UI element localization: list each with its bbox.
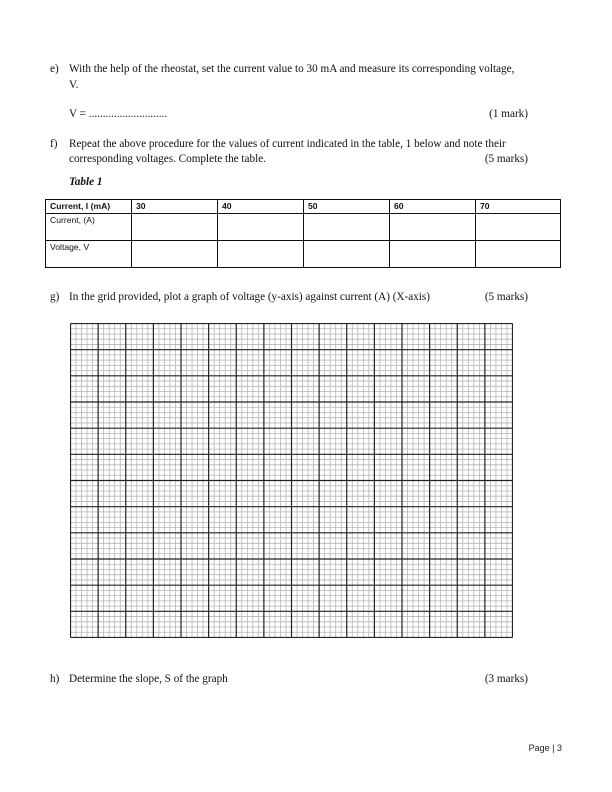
current-a-cell[interactable]	[132, 214, 218, 241]
voltage-answer-blank[interactable]: V = ............................	[69, 108, 168, 120]
question-g-text: In the grid provided, plot a graph of voltage (y-axis) against current (A) (X-axis)	[69, 291, 430, 303]
voltage-cell[interactable]	[304, 241, 390, 268]
table-caption: Table 1	[69, 176, 103, 188]
header-cell: 70	[476, 200, 561, 214]
question-f-text-line2: corresponding voltages. Complete the table.	[69, 153, 266, 165]
question-g-label: g)	[50, 291, 60, 303]
table-row	[46, 214, 561, 241]
question-h-label: h)	[50, 673, 60, 685]
question-h-marks: (3 marks)	[484, 673, 528, 685]
question-f-text-line1: Repeat the above procedure for the values of current indicated in the table, 1 below and note their	[69, 138, 506, 150]
header-cell: Current, I (mA)	[46, 200, 132, 214]
voltage-cell[interactable]	[218, 241, 304, 268]
row-label: Current, (A)	[46, 214, 132, 241]
page-number: Page | 3	[528, 743, 562, 753]
table-header-row	[46, 200, 561, 214]
question-f-label: f)	[50, 138, 58, 150]
table-1	[45, 199, 561, 268]
header-cell: 40	[218, 200, 304, 214]
question-h-text: Determine the slope, S of the graph	[69, 673, 228, 685]
header-cell: 30	[132, 200, 218, 214]
voltage-cell[interactable]	[132, 241, 218, 268]
header-cell: 60	[390, 200, 476, 214]
question-g-marks: (5 marks)	[484, 291, 528, 303]
header-cell: 50	[304, 200, 390, 214]
question-e-text-line2: V.	[69, 79, 79, 91]
row-label: Voltage, V	[46, 241, 132, 268]
current-a-cell[interactable]	[390, 214, 476, 241]
question-e-marks: (1 mark)	[489, 108, 528, 120]
voltage-cell[interactable]	[390, 241, 476, 268]
question-e-label: e)	[50, 63, 59, 75]
table-row	[46, 241, 561, 268]
graph-paper-grid[interactable]	[70, 323, 513, 638]
current-a-cell[interactable]	[304, 214, 390, 241]
question-e-text-line1: With the help of the rheostat, set the current value to 30 mA and measure its corresponding voltage,	[69, 63, 515, 75]
voltage-cell[interactable]	[476, 241, 561, 268]
current-a-cell[interactable]	[476, 214, 561, 241]
question-f-marks: (5 marks)	[484, 153, 528, 165]
current-a-cell[interactable]	[218, 214, 304, 241]
